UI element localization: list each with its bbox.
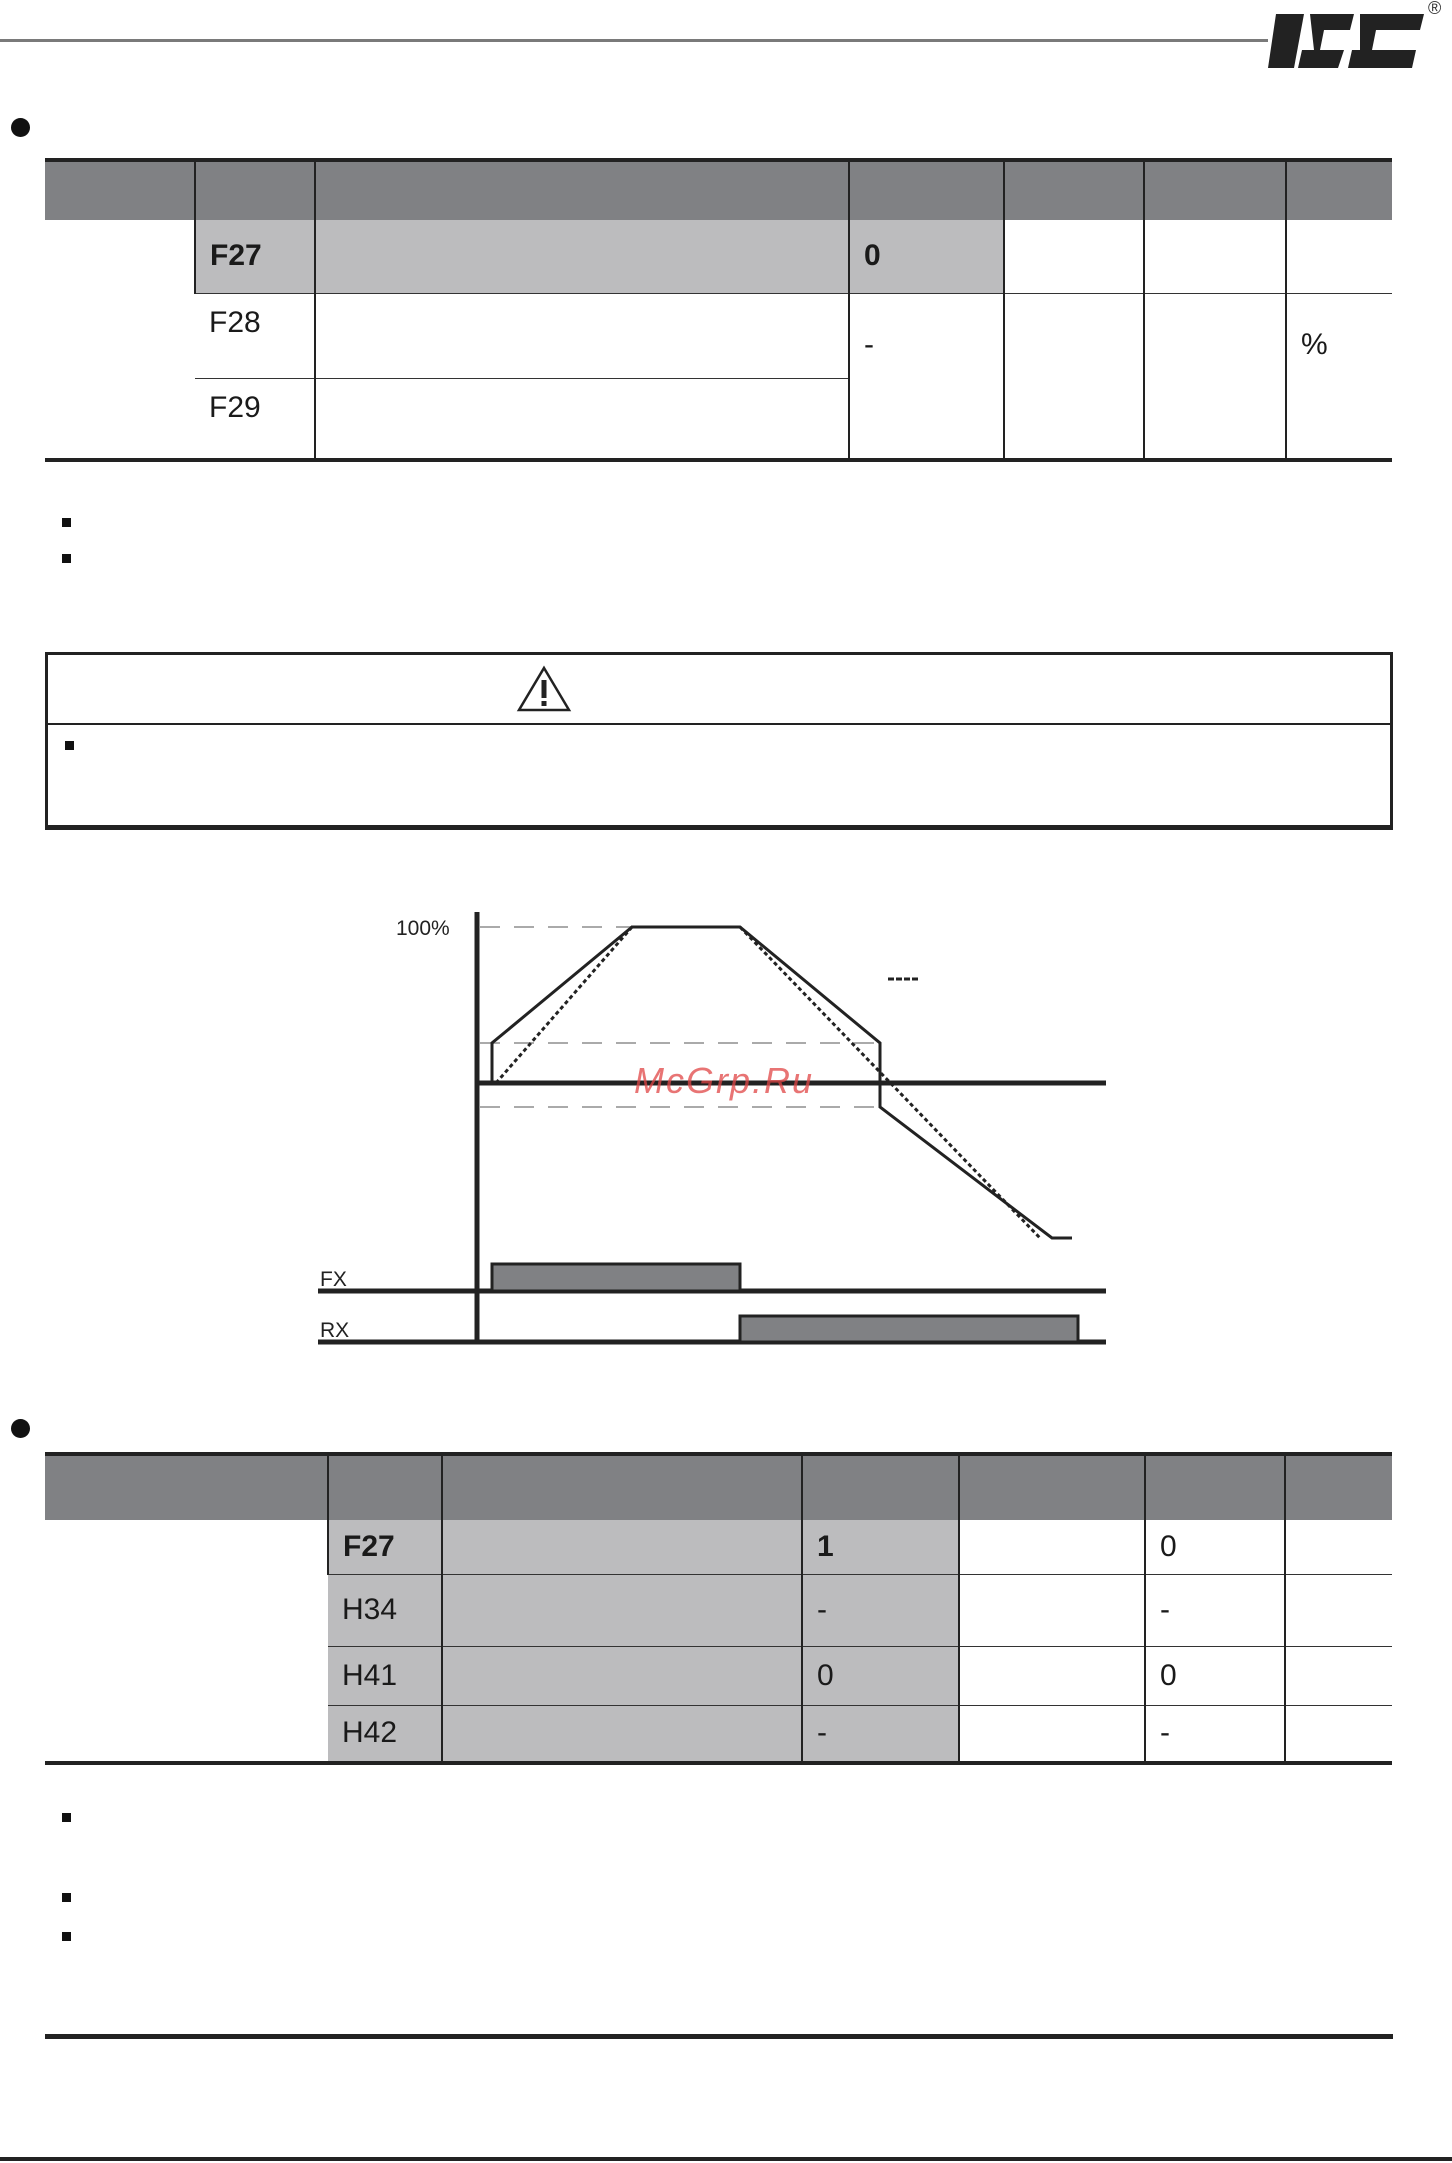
- param-value: 0: [849, 220, 1004, 293]
- footer-rule: [0, 2157, 1452, 2161]
- table-row: [45, 1520, 1392, 1574]
- param-default: 0: [1145, 1520, 1285, 1574]
- watermark: McGrp.Ru: [634, 1060, 815, 1101]
- param-value: -: [849, 293, 1004, 460]
- fx-label: FX: [320, 1268, 347, 1291]
- parameter-table-2: [45, 1452, 1392, 1765]
- table-header-row: [45, 1454, 1392, 1520]
- section-bullet-icon: [11, 1419, 30, 1438]
- note-bullet-icon: [62, 1893, 71, 1902]
- param-value: -: [802, 1574, 959, 1646]
- header-rule: [0, 39, 1270, 42]
- rx-label: RX: [320, 1319, 350, 1342]
- note-bullet-icon: [62, 1932, 71, 1941]
- param-code: F29: [209, 390, 261, 424]
- y-top-label: 100%: [396, 917, 450, 940]
- param-default: -: [1145, 1705, 1285, 1763]
- section-bullet-icon: [11, 118, 30, 137]
- speed-diagram: [0, 900, 1452, 1360]
- param-value: 0: [802, 1646, 959, 1705]
- caution-bullet-icon: [65, 741, 74, 750]
- rx-pulse: [740, 1316, 1078, 1342]
- param-code: F27: [195, 220, 315, 293]
- warning-triangle-icon: [516, 665, 572, 713]
- section-end-rule: [45, 2034, 1393, 2039]
- parameter-table-1: [45, 158, 1392, 462]
- caution-header: [48, 655, 1390, 725]
- param-value: 1: [802, 1520, 959, 1574]
- param-code: H41: [328, 1646, 442, 1705]
- param-code: H34: [328, 1574, 442, 1646]
- param-code: H42: [328, 1705, 442, 1763]
- caution-box: [45, 652, 1393, 830]
- fx-pulse: [492, 1264, 740, 1291]
- note-bullet-icon: [62, 1813, 71, 1822]
- param-default: -: [1145, 1574, 1285, 1646]
- param-code: F28: [195, 293, 315, 378]
- registered-mark: ®: [1428, 0, 1442, 18]
- param-default: 0: [1145, 1646, 1285, 1705]
- table-header-row: [45, 160, 1392, 220]
- note-bullet-icon: [62, 518, 71, 527]
- param-unit: %: [1286, 293, 1392, 460]
- brand-logo: [1268, 10, 1428, 72]
- param-code: F27: [328, 1520, 442, 1574]
- table-row: [45, 220, 1392, 293]
- note-bullet-icon: [62, 554, 71, 563]
- table-row: [45, 293, 1392, 378]
- param-value: -: [802, 1705, 959, 1763]
